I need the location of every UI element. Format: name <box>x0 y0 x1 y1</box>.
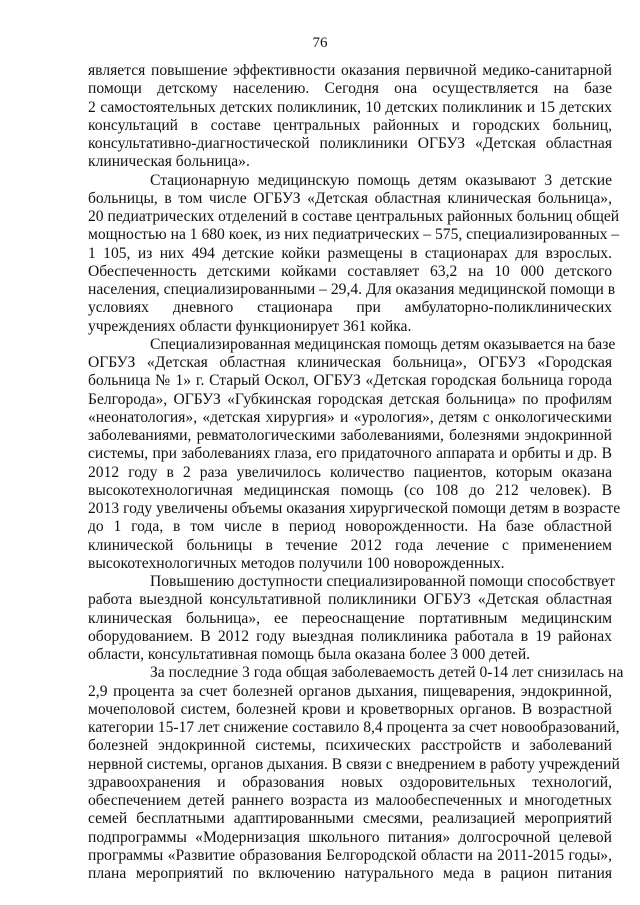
text-line: 1 105, из них 494 детские койки размещены в стационарах для взрослых. <box>88 244 612 262</box>
text-line: до 1 года, в том числе в период новорожденности. На базе областной <box>88 518 612 536</box>
text-line: клиническая больница». <box>88 153 250 171</box>
text-line: больница № 1» г. Старый Оскол, ОГБУЗ «Детская городская больница города <box>88 372 612 390</box>
text-line: является повышение эффективности оказания первичной медико-санитарной <box>88 62 612 79</box>
paragraph <box>88 664 624 883</box>
text-line: Повышению доступности специализированной помощи способствует <box>150 573 616 590</box>
text-line: Специализированная медицинская помощь детям оказывается на базе <box>150 335 616 353</box>
text-line: оборудованием. В 2012 году выездная поликлиника работала в 19 районах <box>88 627 612 645</box>
text-line: нервной системы, органов дыхания. В связи с внедрением в работу учреждений <box>88 755 620 773</box>
text-line: обеспечением детей раннего возраста из малообеспеченных и многодетных <box>88 792 612 809</box>
text-line: высокотехнологичных методов получили 100 новорожденных. <box>88 554 505 572</box>
text-line: больницы, в том числе ОГБУЗ «Детская областная клиническая больница», <box>88 189 612 207</box>
text-line: высокотехнологичная медицинская помощь (со 108 до 212 человек). В <box>88 481 612 499</box>
text-line: клиническая больница», ее переоснащение портативным медицинским <box>88 609 612 627</box>
text-line: 2013 году увеличены объемы оказания хирургической помощи детям в возрасте <box>88 500 621 517</box>
text-line: категории 15-17 лет снижение составило 8,4 процента за счет новообразований, <box>88 719 620 736</box>
text-line: системы, при заболеваниях глаза, его придаточного аппарата и орбиты и др. В <box>88 445 612 463</box>
paragraph <box>88 62 612 172</box>
text-line: 20 педиатрических отделений в составе центральных районных больниц общей <box>88 208 620 225</box>
paragraph <box>88 171 620 336</box>
text-line: консультативно-диагностической поликлиники ОГБУЗ «Детская областная <box>88 135 612 152</box>
text-line: 2 самостоятельных детских поликлиник, 10 детских поликлиник и 15 детских <box>88 98 612 116</box>
text-line: За последние 3 года общая заболеваемость детей 0-14 лет снизилась на <box>150 664 624 682</box>
text-line: программы «Развитие образования Белгородской области на 2011-2015 годы», <box>88 846 612 864</box>
text-line: плана мероприятий по включению натурального меда в рацион питания <box>88 865 612 882</box>
text-line: 2012 году в 2 раза увеличилось количество пациентов, которым оказана <box>88 463 612 481</box>
text-line: населения, специализированными – 29,4. Для оказания медицинской помощи в <box>88 281 616 298</box>
text-line: мочеполовой систем, болезней крови и кроветворных органов. В возрастной <box>88 700 612 718</box>
text-line: «неонатология», «детская хирургия» и «урология», детям с онкологическими <box>88 408 612 426</box>
page-number: 76 <box>312 35 328 51</box>
text-line: ОГБУЗ «Детская областная клиническая больница», ОГБУЗ «Городская <box>88 354 612 371</box>
text-line: семей бесплатными адаптированными смесями, реализацией мероприятий <box>88 810 612 828</box>
paragraph <box>88 573 616 664</box>
paragraph <box>88 335 621 573</box>
text-line: Обеспеченность детскими койками составляет 63,2 на 10 000 детского <box>88 262 612 280</box>
page-body <box>88 62 624 883</box>
text-line: консультаций в составе центральных районных и городских больниц, <box>88 116 612 134</box>
text-line: области, консультативная помощь была оказана более 3 000 детей. <box>88 646 531 663</box>
text-line: клинической больницы в течение 2012 года лечение с применением <box>88 536 612 554</box>
text-line: 2,9 процента за счет болезней органов дыхания, пищеварения, эндокринной, <box>88 682 612 700</box>
text-line: условиях дневного стационара при амбулаторно-поликлинических <box>88 299 612 317</box>
text-line: Стационарную медицинскую помощь детям оказывают 3 детские <box>150 171 612 189</box>
text-line: подпрограммы «Модернизация школьного питания» долгосрочной целевой <box>88 828 612 846</box>
text-line: мощностью на 1 680 коек, из них педиатрических – 575, специализированных – <box>88 226 620 244</box>
text-line: болезней эндокринной системы, психических расстройств и заболеваний <box>88 737 612 755</box>
text-line: здравоохранения и образования новых оздоровительных технологий, <box>88 773 612 791</box>
text-line: работа выездной консультативной поликлиники ОГБУЗ «Детская областная <box>88 591 612 609</box>
text-line: Белгорода», ОГБУЗ «Губкинская городская детская больница» по профилям <box>88 390 612 408</box>
text-line: учреждениях области функционирует 361 койка. <box>88 317 412 335</box>
text-line: заболеваниями, ревматологическими заболеваниями, болезнями эндокринной <box>88 427 612 444</box>
text-line: помощи детскому населению. Сегодня она осуществляется на базе <box>88 80 612 98</box>
